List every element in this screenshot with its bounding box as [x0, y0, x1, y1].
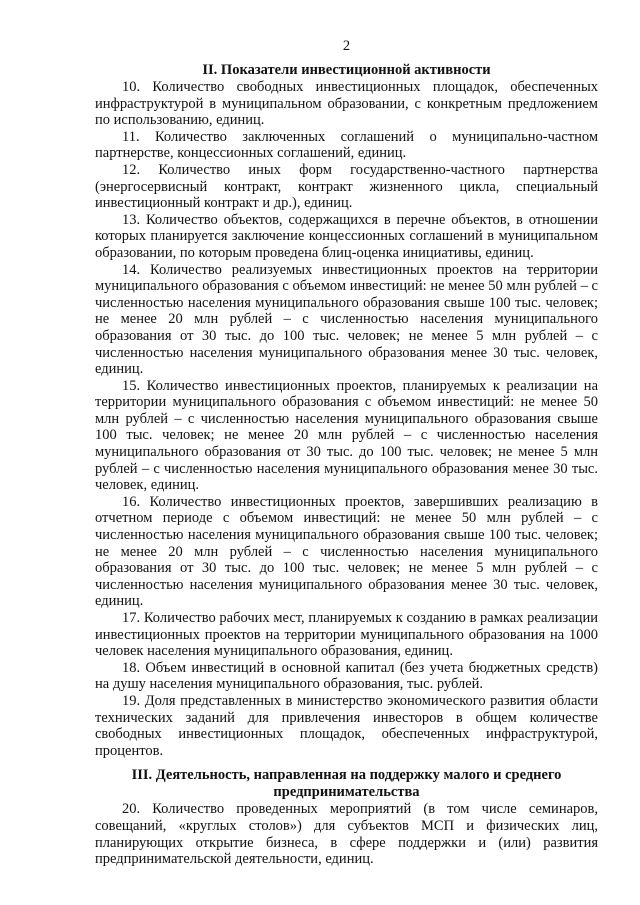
list-item: 16. Количество инвестиционных проектов, завершивших реализацию в отчетном периоде с объемом инвестиций: не менее 50 млн рублей – с численностью населения муниципального образования свыше 100 тыс. человек; не менее 20 млн рублей – с численностью населения муниципального образования от 30 тыс. до 100 тыс. человек; не менее 5 млн рублей – с численностью населения муниципального образования менее 30 тыс. человек, единиц.: [95, 493, 598, 610]
section-heading: II. Показатели инвестиционной активности: [202, 62, 491, 78]
list-item: 13. Количество объектов, содержащихся в перечне объектов, в отношении которых планируется заключение концессионных соглашений в муниципальном образовании, по которым проведена блиц-оценка инициативы, единиц.: [95, 211, 598, 261]
list-item: 17. Количество рабочих мест, планируемых к созданию в рамках реализации инвестиционных проектов на территории муниципального образования на 1000 человек населения муниципального образования, единиц.: [95, 610, 598, 660]
section-sme-support: [95, 767, 598, 867]
list-item: 20. Количество проведенных мероприятий (в том числе семинаров, совещаний, «круглых столов») для субъектов МСП и физических лиц, планирующих открытие бизнеса, в сфере поддержки и (или) развития предпринимательской деятельности, единиц.: [95, 801, 598, 868]
section-spacer: [95, 759, 598, 767]
list-item: 15. Количество инвестиционных проектов, планируемых к реализации на территории муниципального образования с объемом инвестиций: не менее 50 млн рублей – с численностью населения муниципального образования свыше 100 тыс. человек; не менее 20 млн рублей – с численностью населения муниципального образования от 30 тыс. до 100 тыс. человек; не менее 5 млн рублей – с численностью населения муниципального образования менее 30 тыс. человек, единиц.: [95, 377, 598, 494]
list-item: 10. Количество свободных инвестиционных площадок, обеспеченных инфраструктурой в муниципальном образовании, с конкретным предложением по использованию, единиц.: [95, 79, 598, 129]
section-heading: III. Деятельность, направленная на поддержку малого и среднего предпринимательства: [131, 767, 562, 801]
list-item: 18. Объем инвестиций в основной капитал (без учета бюджетных средств) на душу населения муниципального образования, тыс. рублей.: [95, 659, 598, 693]
page-number: 2: [342, 38, 351, 54]
list-item: 19. Доля представленных в министерство экономического развития области технических заданий для привлечения инвесторов в общем количестве свободных инвестиционных площадок, обеспеченных инфраструктурой, процентов.: [95, 692, 598, 759]
section-investment-activity: [95, 62, 598, 759]
list-item: 11. Количество заключенных соглашений о муниципально-частном партнерстве, концессионных соглашений, единиц.: [95, 128, 598, 162]
list-item: 12. Количество иных форм государственно-частного партнерства (энергосервисный контракт, контракт жизненного цикла, специальный инвестиционный контракт и др.), единиц.: [95, 161, 598, 212]
list-item: 14. Количество реализуемых инвестиционных проектов на территории муниципального образования с объемом инвестиций: не менее 50 млн рублей – с численностью населения муниципального образования свыше 100 тыс. человек; не менее 20 млн рублей – с численностью населения муниципального образования от 30 тыс. до 100 тыс. человек; не менее 5 млн рублей – с численностью населения муниципального образования менее 30 тыс. человек, единиц.: [95, 261, 598, 378]
